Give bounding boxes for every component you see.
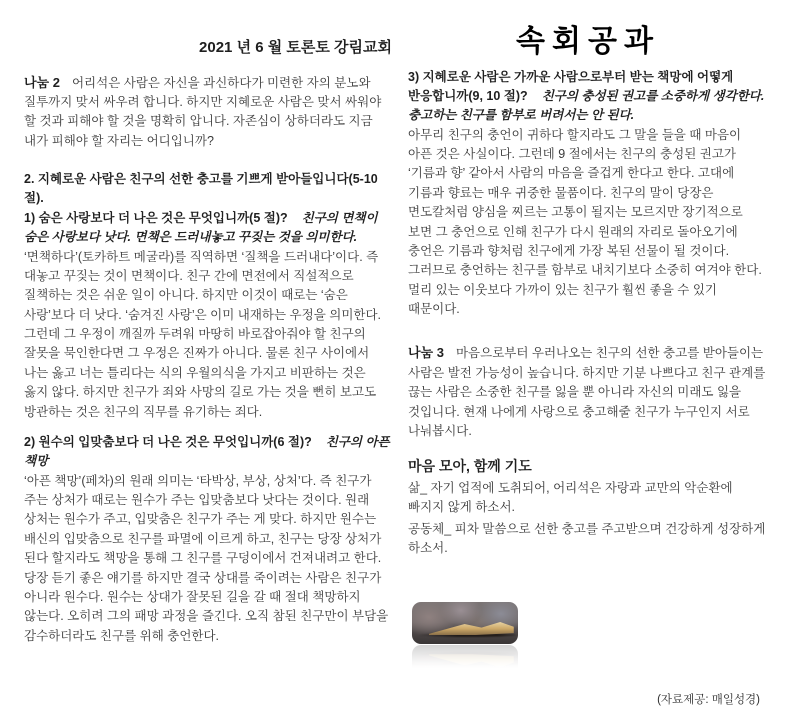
right-column — [408, 24, 768, 707]
nanum3-label: 나눔 3 — [408, 345, 444, 361]
nanum3-text: 마음으로부터 우러나오는 친구의 선한 충고를 받아들이는 사람은 발전 가능성이 높습니다. 하지만 기분 나쁘다고 친구 관계를 끊는 사람은 소중한 친구를 잃을 뿐 아니라 자신의 미래도 잃을 것입니다. 현재 나에게 사랑으로 충고해줄 친구가 누구인지 서로 나눠봅시다. — [408, 346, 766, 438]
nanum3-paragraph — [408, 343, 768, 441]
question2-answer: 친구의 아픈 책망 — [24, 434, 390, 469]
prayer-community-line: 공동체_ 피차 말씀으로 선한 충고를 주고받으며 건강하게 성장하게 하소서. — [408, 521, 766, 555]
nanum2-text: 어리석은 사람은 자신을 과신하다가 미련한 자의 분노와 질투까지 맞서 싸우려 합니다. 하지만 지혜로운 사람은 맞서 싸워야 할 것과 피해야 할 것을 명확히 압니다. 자존심이 상하더라도 지금 내가 피해야 할 자리는 어디입니까? — [24, 75, 382, 148]
question1-text: 1) 숨은 사랑보다 더 나은 것은 무엇입니까(5 절)? — [24, 210, 288, 225]
section2-heading: 2. 지혜로운 사람은 친구의 선한 충고를 기쁘게 받아들입니다(5-10 절). — [24, 172, 378, 206]
prayer-heading: 마음 모아, 함께 기도 — [408, 458, 532, 475]
question1-paragraph — [24, 209, 392, 248]
question3-answer: 친구의 충성된 권고를 소중하게 생각한다. 충고하는 친구를 함부로 버려서는 안 된다. — [408, 88, 765, 123]
nanum2-label: 나눔 2 — [24, 74, 60, 90]
question3-commentary: 아무리 친구의 충언이 귀하다 할지라도 그 말을 들을 때 마음이 아픈 것은 사실이다. 그런데 9 절에서는 친구의 충성된 권고가 ‘기름과 향’ 같아서 사람의 마음을 즐겁게 한다고 한다. 고대에 기름과 향료는 매우 귀중한 물품이다. 친구의 말이 당장은 면도칼처럼 양심을 찌르는 고통이 될지는 모르지만 장기적으로 보면 그 충언으로 인해 친구가 다시 원래의 자리로 돌아오기에 충언은 기름과 향처럼 친구에게 가장 복된 선물이 될 것이다. 그러므로 충언하는 친구를 함부로 내치기보다 소중히 여겨야 한다. 멀리 있는 이웃보다 가까이 있는 친구가 훨씬 좋을 수 있기 때문이다. — [408, 127, 762, 316]
open-book-shape — [429, 621, 514, 635]
question1-commentary: ‘면책하다’(토카하트 메굴라)를 직역하면 ‘질책을 드러내다’이다. 즉 대놓고 꾸짖는 것이 면책이다. 친구 간에 면전에서 직설적으로 질책하는 것은 쉬운 일이 아니다. 하지만 이것이 때로는 ‘숨은 사랑’보다 더 낫다. ‘숨겨진 사랑’은 이미 내재하는 우정을 의미한다. 그런데 그 우정이 깨질까 두려워 마땅히 바로잡아줘야 할 친구의 잘못을 묵인한다면 그 우정은 진짜가 아니다. 물론 친구 사이에서 나는 옳고 너는 틀리다는 식의 우월의식을 가지고 비판하는 것은 옳지 않다. 하지만 친구가 죄와 사망의 길로 가는 것을 뻔히 보고도 방관하는 것은 친구의 직무를 유기하는 죄다. — [24, 249, 382, 419]
credit-line: (자료제공: 매일성경) — [657, 694, 760, 707]
question1-answer: 친구의 면책이 숨은 사랑보다 낫다. 면책은 드러내놓고 꾸짖는 것을 의미한다. — [24, 210, 378, 245]
left-column — [24, 24, 392, 643]
question3-text: 3) 지혜로운 사람은 가까운 사람으로부터 받는 책망에 어떻게 반응합니까(9, 10 절)? — [408, 69, 734, 103]
nanum2-paragraph — [24, 73, 392, 152]
bible-photo-reflection — [412, 645, 518, 671]
bible-photo — [412, 602, 520, 671]
question3-paragraph — [408, 68, 768, 126]
question2-commentary: ‘아픈 책망’(페차)의 원래 의미는 ‘타박상, 부상, 상처’다. 즉 친구가 주는 상처가 때로는 원수가 주는 입맞춤보다 낫다는 것이다. 원래 상처는 원수가 주고, 입맞춤은 친구가 주는 게 맞다. 하지만 원수는 배신의 입맞춤으로 친구를 파멸에 이르게 하고, 친구는 당장 상처가 된다 할지라도 책망을 통해 그 친구를 구덩이에서 건져내려고 한다. 당장 듣기 좋은 얘기를 하지만 결국 상대를 죽이려는 사람은 친구가 아니라 원수다. 원수는 상대가 잘못된 길을 갈 때 절대 책망하지 않는다. 오히려 그의 패망 과정을 즐긴다. 오직 참된 친구만이 부담을 감수하더라도 친구를 위해 충언한다. — [24, 473, 389, 643]
question2-paragraph — [24, 433, 392, 472]
bible-photo-image — [412, 602, 518, 644]
doc-title: 2021 년 6 월 토론토 강림교회 — [199, 39, 392, 56]
prayer-life-line: 삶_ 자기 업적에 도취되어, 어리석은 자랑과 교만의 악순환에 빠지지 않게 하소서. — [408, 480, 733, 515]
question2-text: 2) 원수의 입맞춤보다 더 나은 것은 무엇입니까(6 절)? — [24, 434, 312, 449]
masthead-title: 속회공과 — [516, 24, 660, 59]
